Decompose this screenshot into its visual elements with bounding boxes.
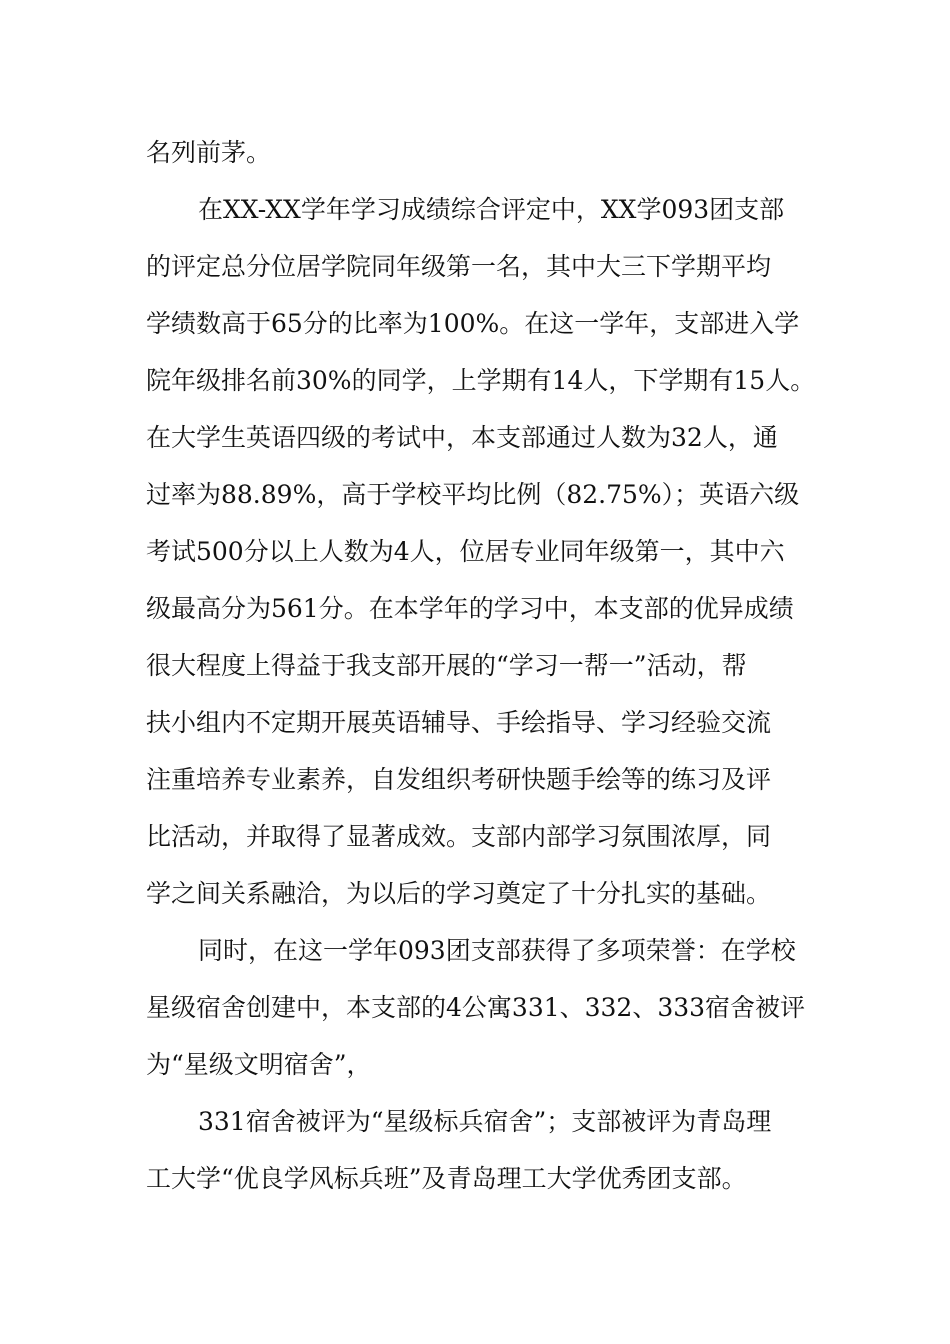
text-line-15: 同时，在这一学年093团支部获得了多项荣誉：在学校	[198, 936, 796, 965]
text-line-17: 为“星级文明宿舍”，	[146, 1050, 372, 1079]
text-line-5: 院年级排名前30%的同学，上学期有14人，下学期有15人。	[146, 366, 816, 395]
text-line-7: 过率为88.89%，高于学校平均比例（82.75%）；英语六级	[146, 480, 800, 509]
text-line-8: 考试500分以上人数为4人，位居专业同年级第一，其中六	[146, 537, 785, 566]
text-line-13: 比活动，并取得了显著成效。支部内部学习氛围浓厚，同	[146, 822, 772, 851]
text-line-3: 的评定总分位居学院同年级第一名，其中大三下学期平均	[146, 252, 772, 281]
text-line-1: 名列前茅。	[146, 138, 272, 167]
text-line-14: 学之间关系融洽，为以后的学习奠定了十分扎实的基础。	[146, 879, 772, 908]
text-line-9: 级最高分为561分。在本学年的学习中，本支部的优异成绩	[146, 594, 794, 623]
text-line-6: 在大学生英语四级的考试中，本支部通过人数为32人，通	[146, 423, 778, 452]
text-line-16: 星级宿舍创建中，本支部的4公寓331、332、333宿舍被评	[146, 993, 806, 1022]
text-line-4: 学绩数高于65分的比率为100%。在这一学年，支部进入学	[146, 309, 800, 338]
text-line-12: 注重培养专业素养，自发组织考研快题手绘等的练习及评	[146, 765, 772, 794]
text-line-2: 在XX-XX学年学习成绩综合评定中，XX学093团支部	[198, 195, 785, 224]
text-line-19: 工大学“优良学风标兵班”及青岛理工大学优秀团支部。	[146, 1164, 747, 1193]
text-line-11: 扶小组内不定期开展英语辅导、手绘指导、学习经验交流	[146, 708, 772, 737]
text-line-18: 331宿舍被评为“星级标兵宿舍”；支部被评为青岛理	[198, 1107, 772, 1136]
text-line-10: 很大程度上得益于我支部开展的“学习一帮一”活动，帮	[146, 651, 747, 680]
